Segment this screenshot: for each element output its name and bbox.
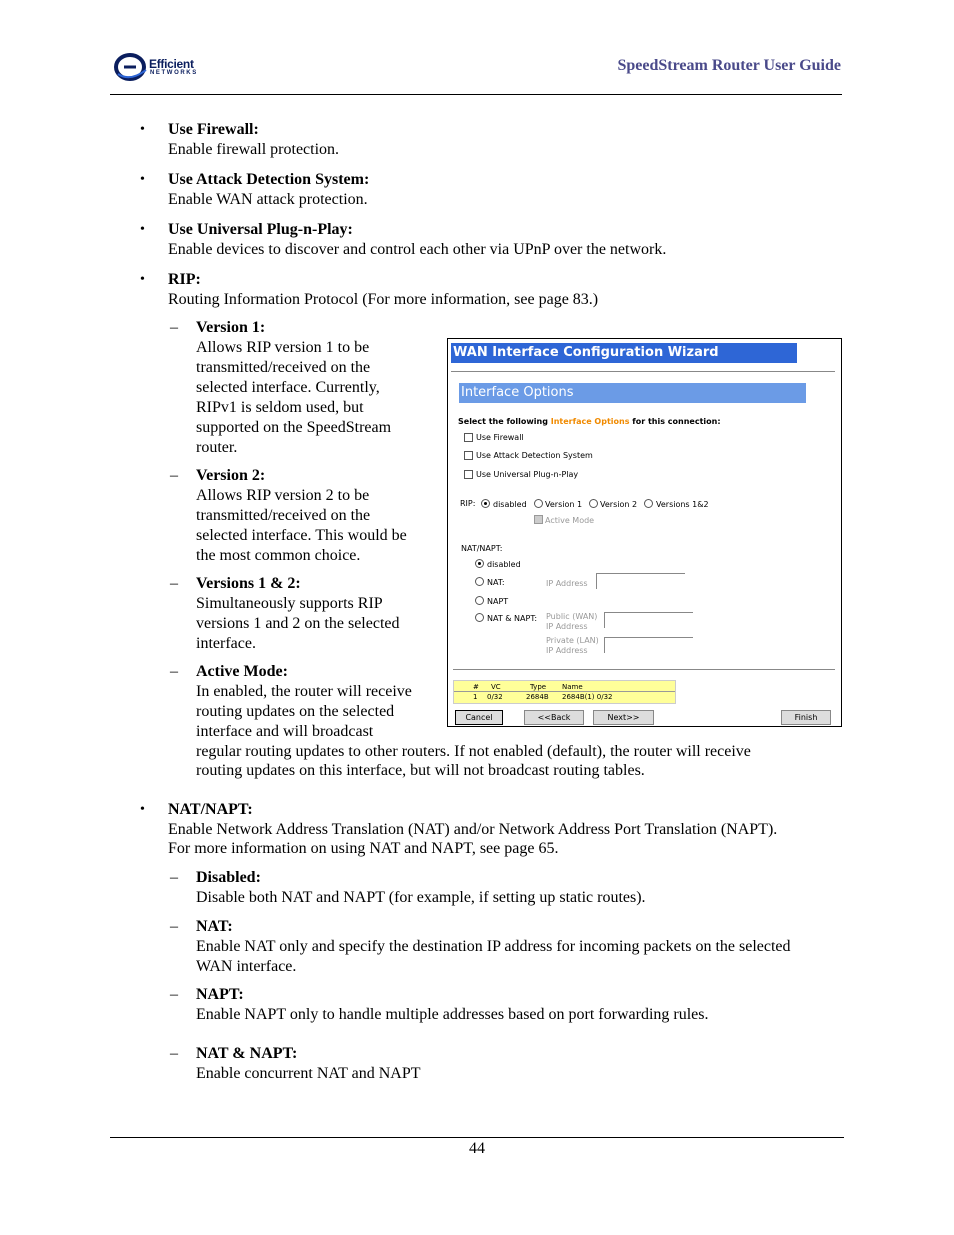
- rip-item-line: transmitted/received on the: [196, 359, 371, 376]
- nat-item-title: Disabled:: [196, 869, 261, 886]
- rip-item-line: Simultaneously supports RIP: [196, 595, 383, 612]
- private-ip-input[interactable]: [604, 637, 693, 638]
- table-cell: 2684B(1) 0/32: [562, 693, 613, 701]
- public-ip-input[interactable]: [604, 612, 693, 613]
- rip-item-title: Version 2:: [196, 467, 266, 484]
- bullet-title: RIP:: [168, 271, 201, 288]
- rip-item-line: Allows RIP version 2 to be: [196, 487, 370, 504]
- dash-marker: –: [170, 319, 178, 336]
- rip-item-line: regular routing updates to other routers. If not enabled (default), the router will receive: [196, 743, 751, 760]
- bullet-title: Use Firewall:: [168, 121, 259, 138]
- rip-v12-radio[interactable]: [644, 499, 653, 508]
- back-button[interactable]: <<Back: [524, 710, 584, 725]
- private-lan-label: Private (LAN): [546, 636, 599, 645]
- nat-title: NAT/NAPT:: [168, 801, 253, 818]
- divider: [453, 669, 835, 670]
- header-rule: [110, 94, 842, 95]
- page-number: 44: [469, 1140, 485, 1157]
- logo-e-icon: [114, 52, 148, 82]
- bullet-icon: •: [140, 172, 145, 187]
- nat-disabled-radio[interactable]: [475, 559, 484, 568]
- checkbox-label: Use Attack Detection System: [476, 451, 593, 460]
- guide-title: SpeedStream Router User Guide: [617, 57, 841, 74]
- upnp-checkbox[interactable]: [464, 470, 473, 479]
- efficient-networks-logo: [114, 52, 214, 84]
- dash-marker: –: [170, 986, 178, 1003]
- nat-item-line: Disable both NAT and NAPT (for example, if setting up static routes).: [196, 889, 646, 906]
- logo-sub: NETWORKS: [150, 70, 198, 76]
- active-mode-label: Active Mode: [545, 516, 595, 525]
- radio-label: disabled: [487, 560, 521, 569]
- rip-item-title: Versions 1 & 2:: [196, 575, 301, 592]
- nat-napt-radio[interactable]: [475, 613, 484, 622]
- bullet-body: Enable WAN attack protection.: [168, 191, 368, 208]
- table-cell: 2684B: [526, 693, 549, 701]
- connection-table: [453, 680, 676, 704]
- nat-label: NAT/NAPT:: [461, 544, 503, 553]
- bullet-body: Enable devices to discover and control each other via UPnP over the network.: [168, 241, 667, 258]
- ip-address-input[interactable]: [596, 573, 685, 574]
- bullet-icon: •: [140, 122, 145, 137]
- dash-marker: –: [170, 575, 178, 592]
- bullet-icon: •: [140, 272, 145, 287]
- table-header: Type: [530, 683, 547, 691]
- rip-item-line: routing updates on this interface, but will not broadcast routing tables.: [196, 762, 645, 779]
- rip-item-line: In enabled, the router will receive: [196, 683, 412, 700]
- table-header: Name: [562, 683, 583, 691]
- bullet-icon: •: [140, 802, 145, 817]
- wizard-screenshot: [447, 338, 842, 727]
- rip-item-line: Allows RIP version 1 to be: [196, 339, 370, 356]
- rip-item-line: transmitted/received on the: [196, 507, 371, 524]
- nat-item-line: Enable NAPT only to handle multiple addresses based on port forwarding rules.: [196, 1006, 709, 1023]
- rip-item-line: interface and will broadcast: [196, 723, 374, 740]
- rip-item-line: supported on the SpeedStream: [196, 419, 392, 436]
- checkbox-label: Use Universal Plug-n-Play: [476, 470, 579, 479]
- ip-address-label: IP Address: [546, 622, 588, 631]
- ip-address-label: IP Address: [546, 646, 588, 655]
- rip-item-title: Version 1:: [196, 319, 266, 336]
- bullet-title: Use Attack Detection System:: [168, 171, 370, 188]
- nat-radio[interactable]: [475, 577, 484, 586]
- wizard-title: WAN Interface Configuration Wizard: [451, 343, 797, 363]
- bullet-body: Enable firewall protection.: [168, 141, 340, 158]
- attack-detection-checkbox[interactable]: [464, 451, 473, 460]
- dash-marker: –: [170, 467, 178, 484]
- input-edge: [596, 573, 597, 589]
- public-wan-label: Public (WAN): [546, 612, 598, 621]
- radio-label: Versions 1&2: [656, 500, 709, 509]
- ip-address-label: IP Address: [546, 579, 588, 588]
- rip-item-title: Active Mode:: [196, 663, 288, 680]
- dash-marker: –: [170, 918, 178, 935]
- nat-item-line: WAN interface.: [196, 958, 297, 975]
- radio-label: NAT:: [487, 578, 505, 587]
- bullet-body: Routing Information Protocol (For more information, see page 83.): [168, 291, 599, 308]
- rip-item-line: RIPv1 is seldom used, but: [196, 399, 364, 416]
- rip-item-line: the most common choice.: [196, 547, 361, 564]
- nat-item-title: NAT & NAPT:: [196, 1045, 298, 1062]
- section-title: Interface Options: [459, 383, 806, 403]
- dash-marker: –: [170, 663, 178, 680]
- input-edge: [604, 612, 605, 628]
- nat-line: For more information on using NAT and NAPT, see page 65.: [168, 840, 559, 857]
- rip-item-line: interface.: [196, 635, 256, 652]
- logo-name: Efficient: [149, 57, 194, 71]
- dash-marker: –: [170, 869, 178, 886]
- table-header: VC: [491, 683, 501, 691]
- table-cell: 1: [473, 693, 478, 701]
- radio-label: Version 2: [600, 500, 638, 509]
- nat-item-line: Enable NAT only and specify the destination IP address for incoming packets on the selected: [196, 938, 791, 955]
- rip-v2-radio[interactable]: [589, 499, 598, 508]
- cancel-button[interactable]: Cancel: [455, 710, 503, 725]
- nat-item-line: Enable concurrent NAT and NAPT: [196, 1065, 421, 1082]
- nat-item-title: NAT:: [196, 918, 233, 935]
- rip-item-line: routing updates on the selected: [196, 703, 395, 720]
- footer-rule: [110, 1137, 844, 1138]
- rip-v1-radio[interactable]: [534, 499, 543, 508]
- rip-item-line: selected interface. This would be: [196, 527, 407, 544]
- radio-label: NAT & NAPT:: [487, 614, 538, 623]
- rip-item-line: selected interface. Currently,: [196, 379, 380, 396]
- next-button[interactable]: Next>>: [593, 710, 654, 725]
- table-header: #: [473, 683, 479, 691]
- use-firewall-checkbox[interactable]: [464, 433, 473, 442]
- radio-label: Version 1: [545, 500, 583, 509]
- instruction: Select the following Interface Options for this connection:: [458, 417, 721, 426]
- radio-label: disabled: [493, 500, 527, 509]
- rip-item-line: versions 1 and 2 on the selected: [196, 615, 400, 632]
- bullet-icon: •: [140, 222, 145, 237]
- rip-disabled-radio[interactable]: [481, 499, 490, 508]
- input-edge: [604, 637, 605, 653]
- radio-label: NAPT: [487, 597, 509, 606]
- bullet-title: Use Universal Plug-n-Play:: [168, 221, 353, 238]
- napt-radio[interactable]: [475, 596, 484, 605]
- table-cell: 0/32: [487, 693, 503, 701]
- checkbox-label: Use Firewall: [476, 433, 524, 442]
- active-mode-checkbox[interactable]: [534, 515, 543, 524]
- finish-button[interactable]: Finish: [781, 710, 831, 725]
- nat-item-title: NAPT:: [196, 986, 244, 1003]
- divider: [451, 371, 835, 372]
- rip-label: RIP:: [460, 499, 476, 508]
- dash-marker: –: [170, 1045, 178, 1062]
- nat-line: Enable Network Address Translation (NAT) and/or Network Address Port Translation (NAPT).: [168, 821, 778, 838]
- rip-item-line: router.: [196, 439, 238, 456]
